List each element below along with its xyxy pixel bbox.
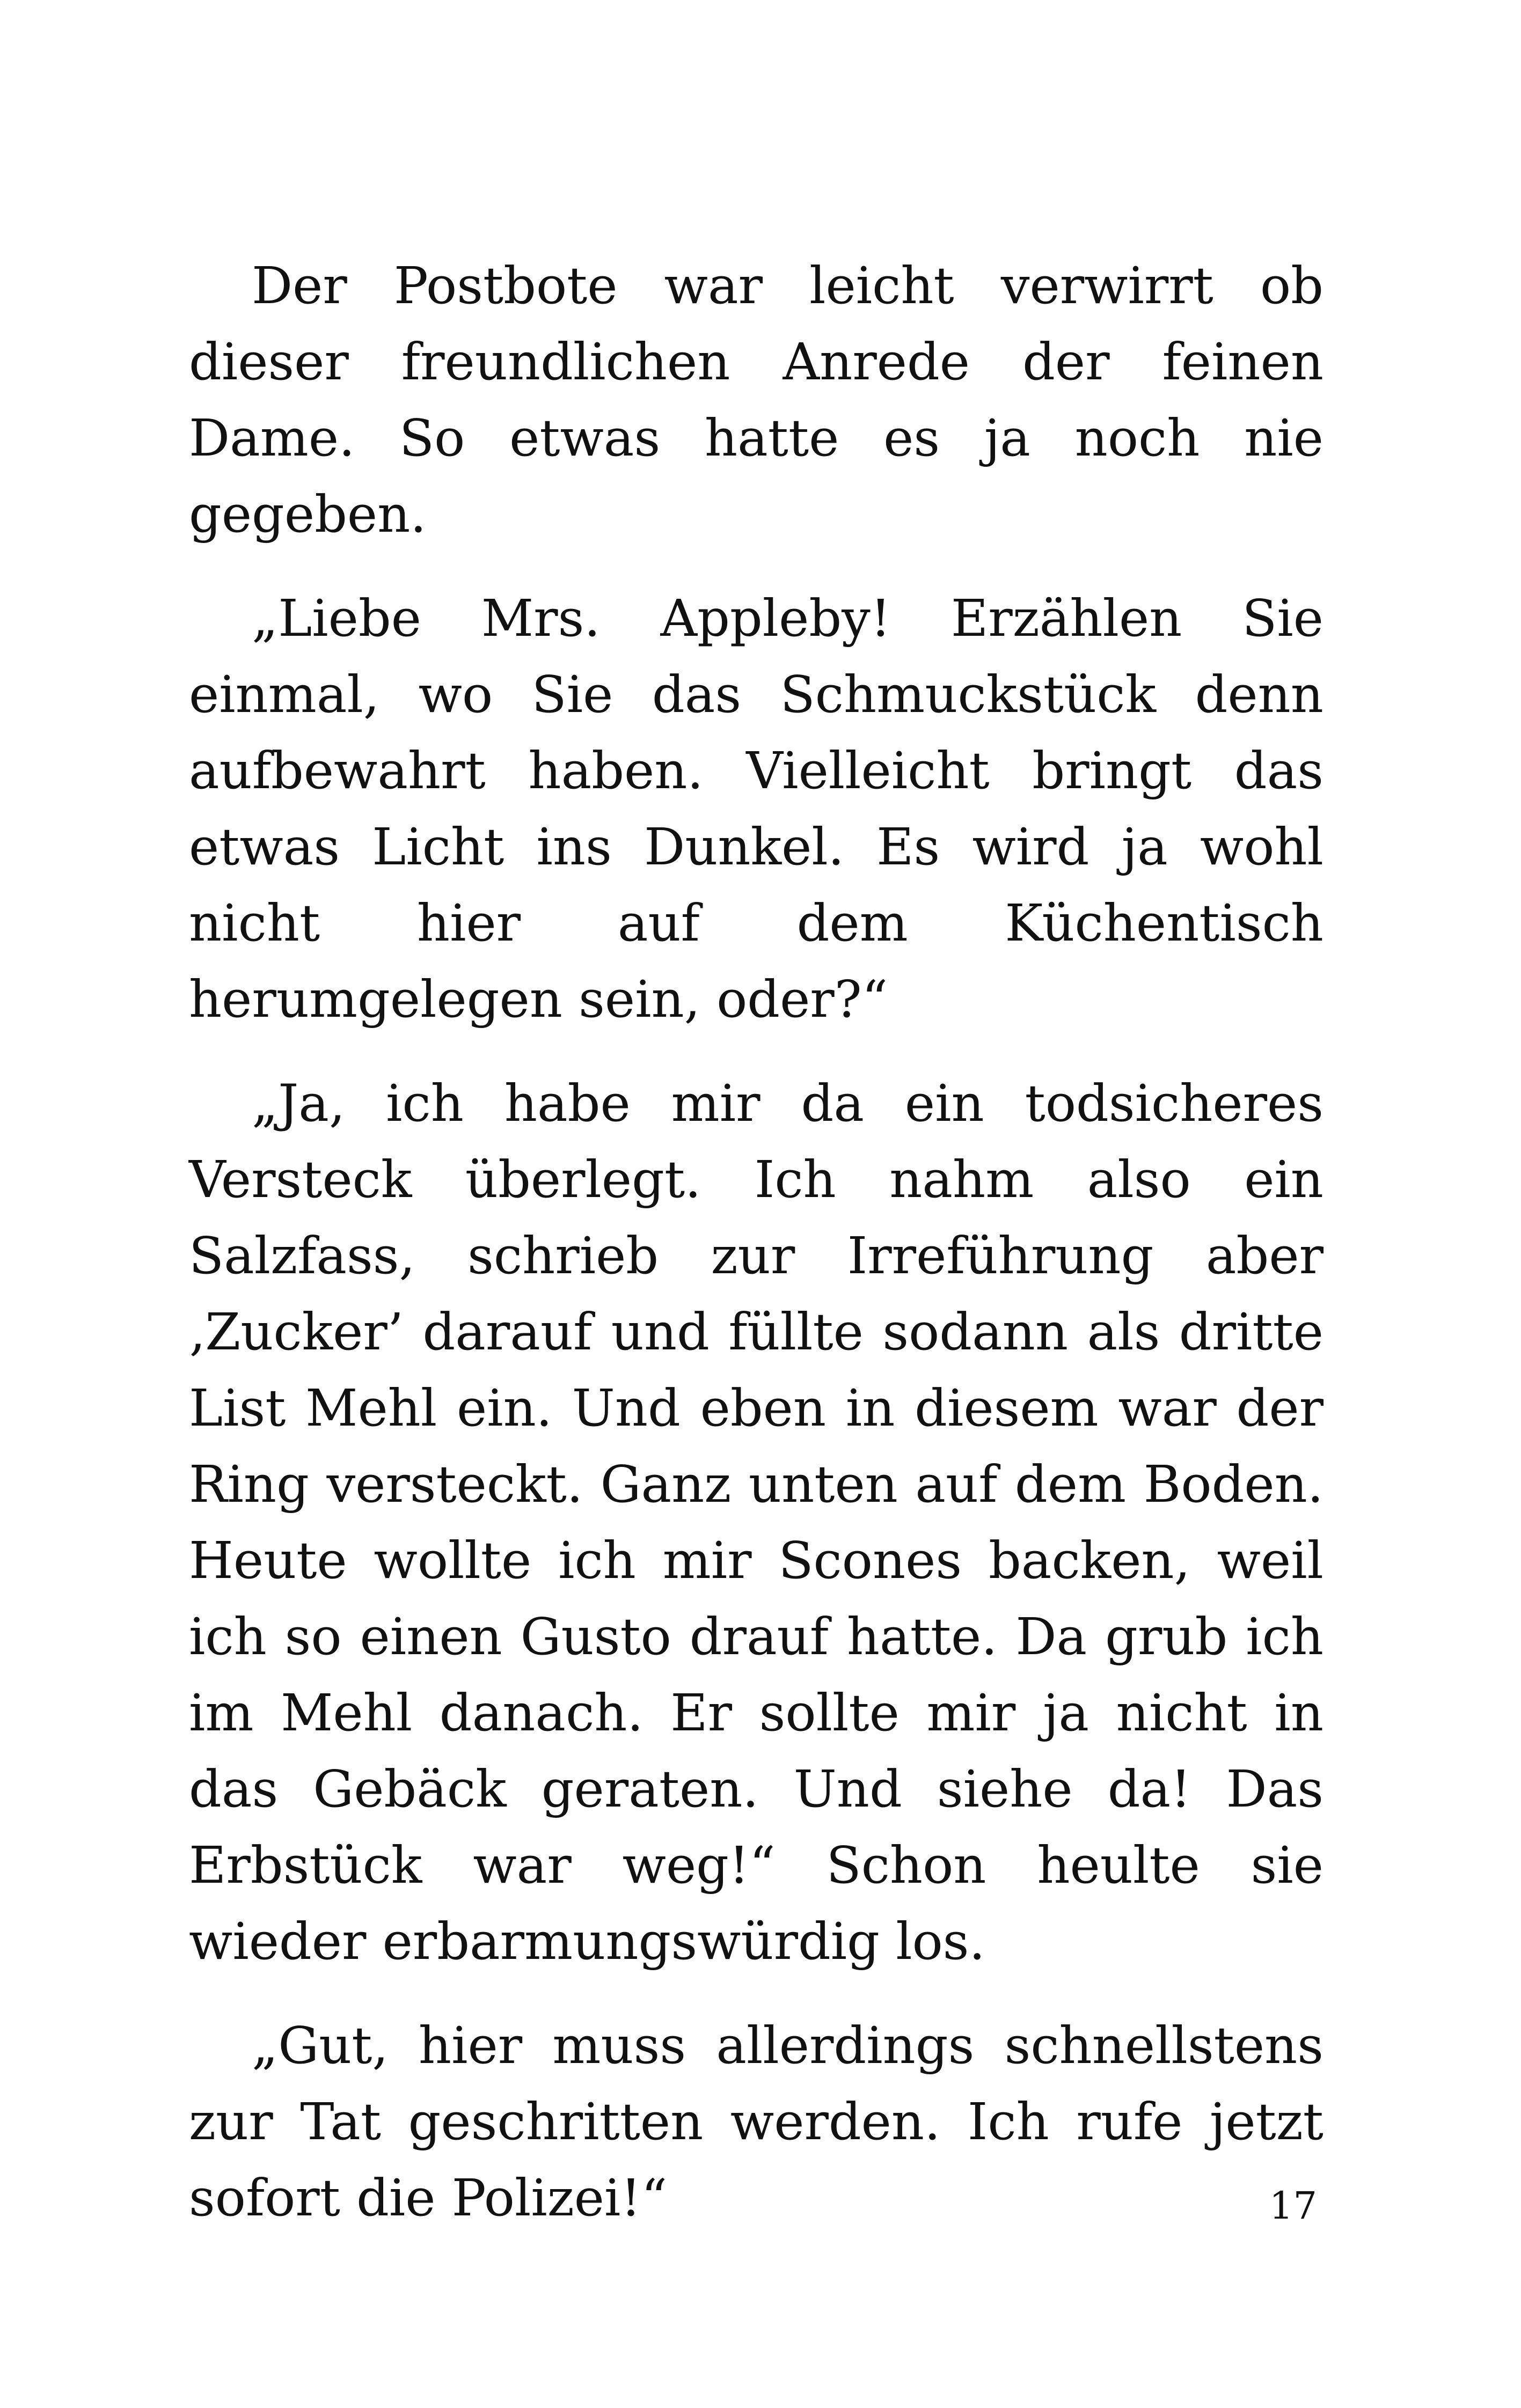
body-text — [189, 248, 1323, 2264]
paragraph: „Liebe Mrs. Appleby! Erzählen Sie einmal, wo Sie das Schmuckstück denn aufbewahrt haben. Vielleicht bringt das etwas Licht ins Dunkel. Es wird ja wohl nicht hier auf dem Küchentisch herumgelegen sein, oder?“ — [189, 589, 1323, 1029]
page-number: 17 — [1269, 2184, 1317, 2228]
paragraph: Der Postbote war leicht verwirrt ob dieser freundlichen Anrede der feinen Dame. So etwas hatte es ja noch nie gegeben. — [189, 256, 1323, 544]
paragraph: „Gut, hier muss allerdings schnellstens zur Tat geschritten werden. Ich rufe jetzt sofort die Polizei!“ — [189, 2016, 1323, 2228]
paragraph: „Ja, ich habe mir da ein todsicheres Versteck überlegt. Ich nahm also ein Salzfass, schrieb zur Irreführung aber ‚Zucker’ darauf und füllte sodann als dritte List Mehl ein. Und eben in diesem war der Ring versteckt. Ganz unten auf dem Boden. Heute wollte ich mir Scones backen, weil ich so einen Gusto drauf hatte. Da grub ich im Mehl danach. Er sollte mir ja nicht in das Gebäck geraten. Und siehe da! Das Erbstück war weg!“ Schon heulte sie wieder erbarmungswürdig los. — [189, 1074, 1323, 1971]
